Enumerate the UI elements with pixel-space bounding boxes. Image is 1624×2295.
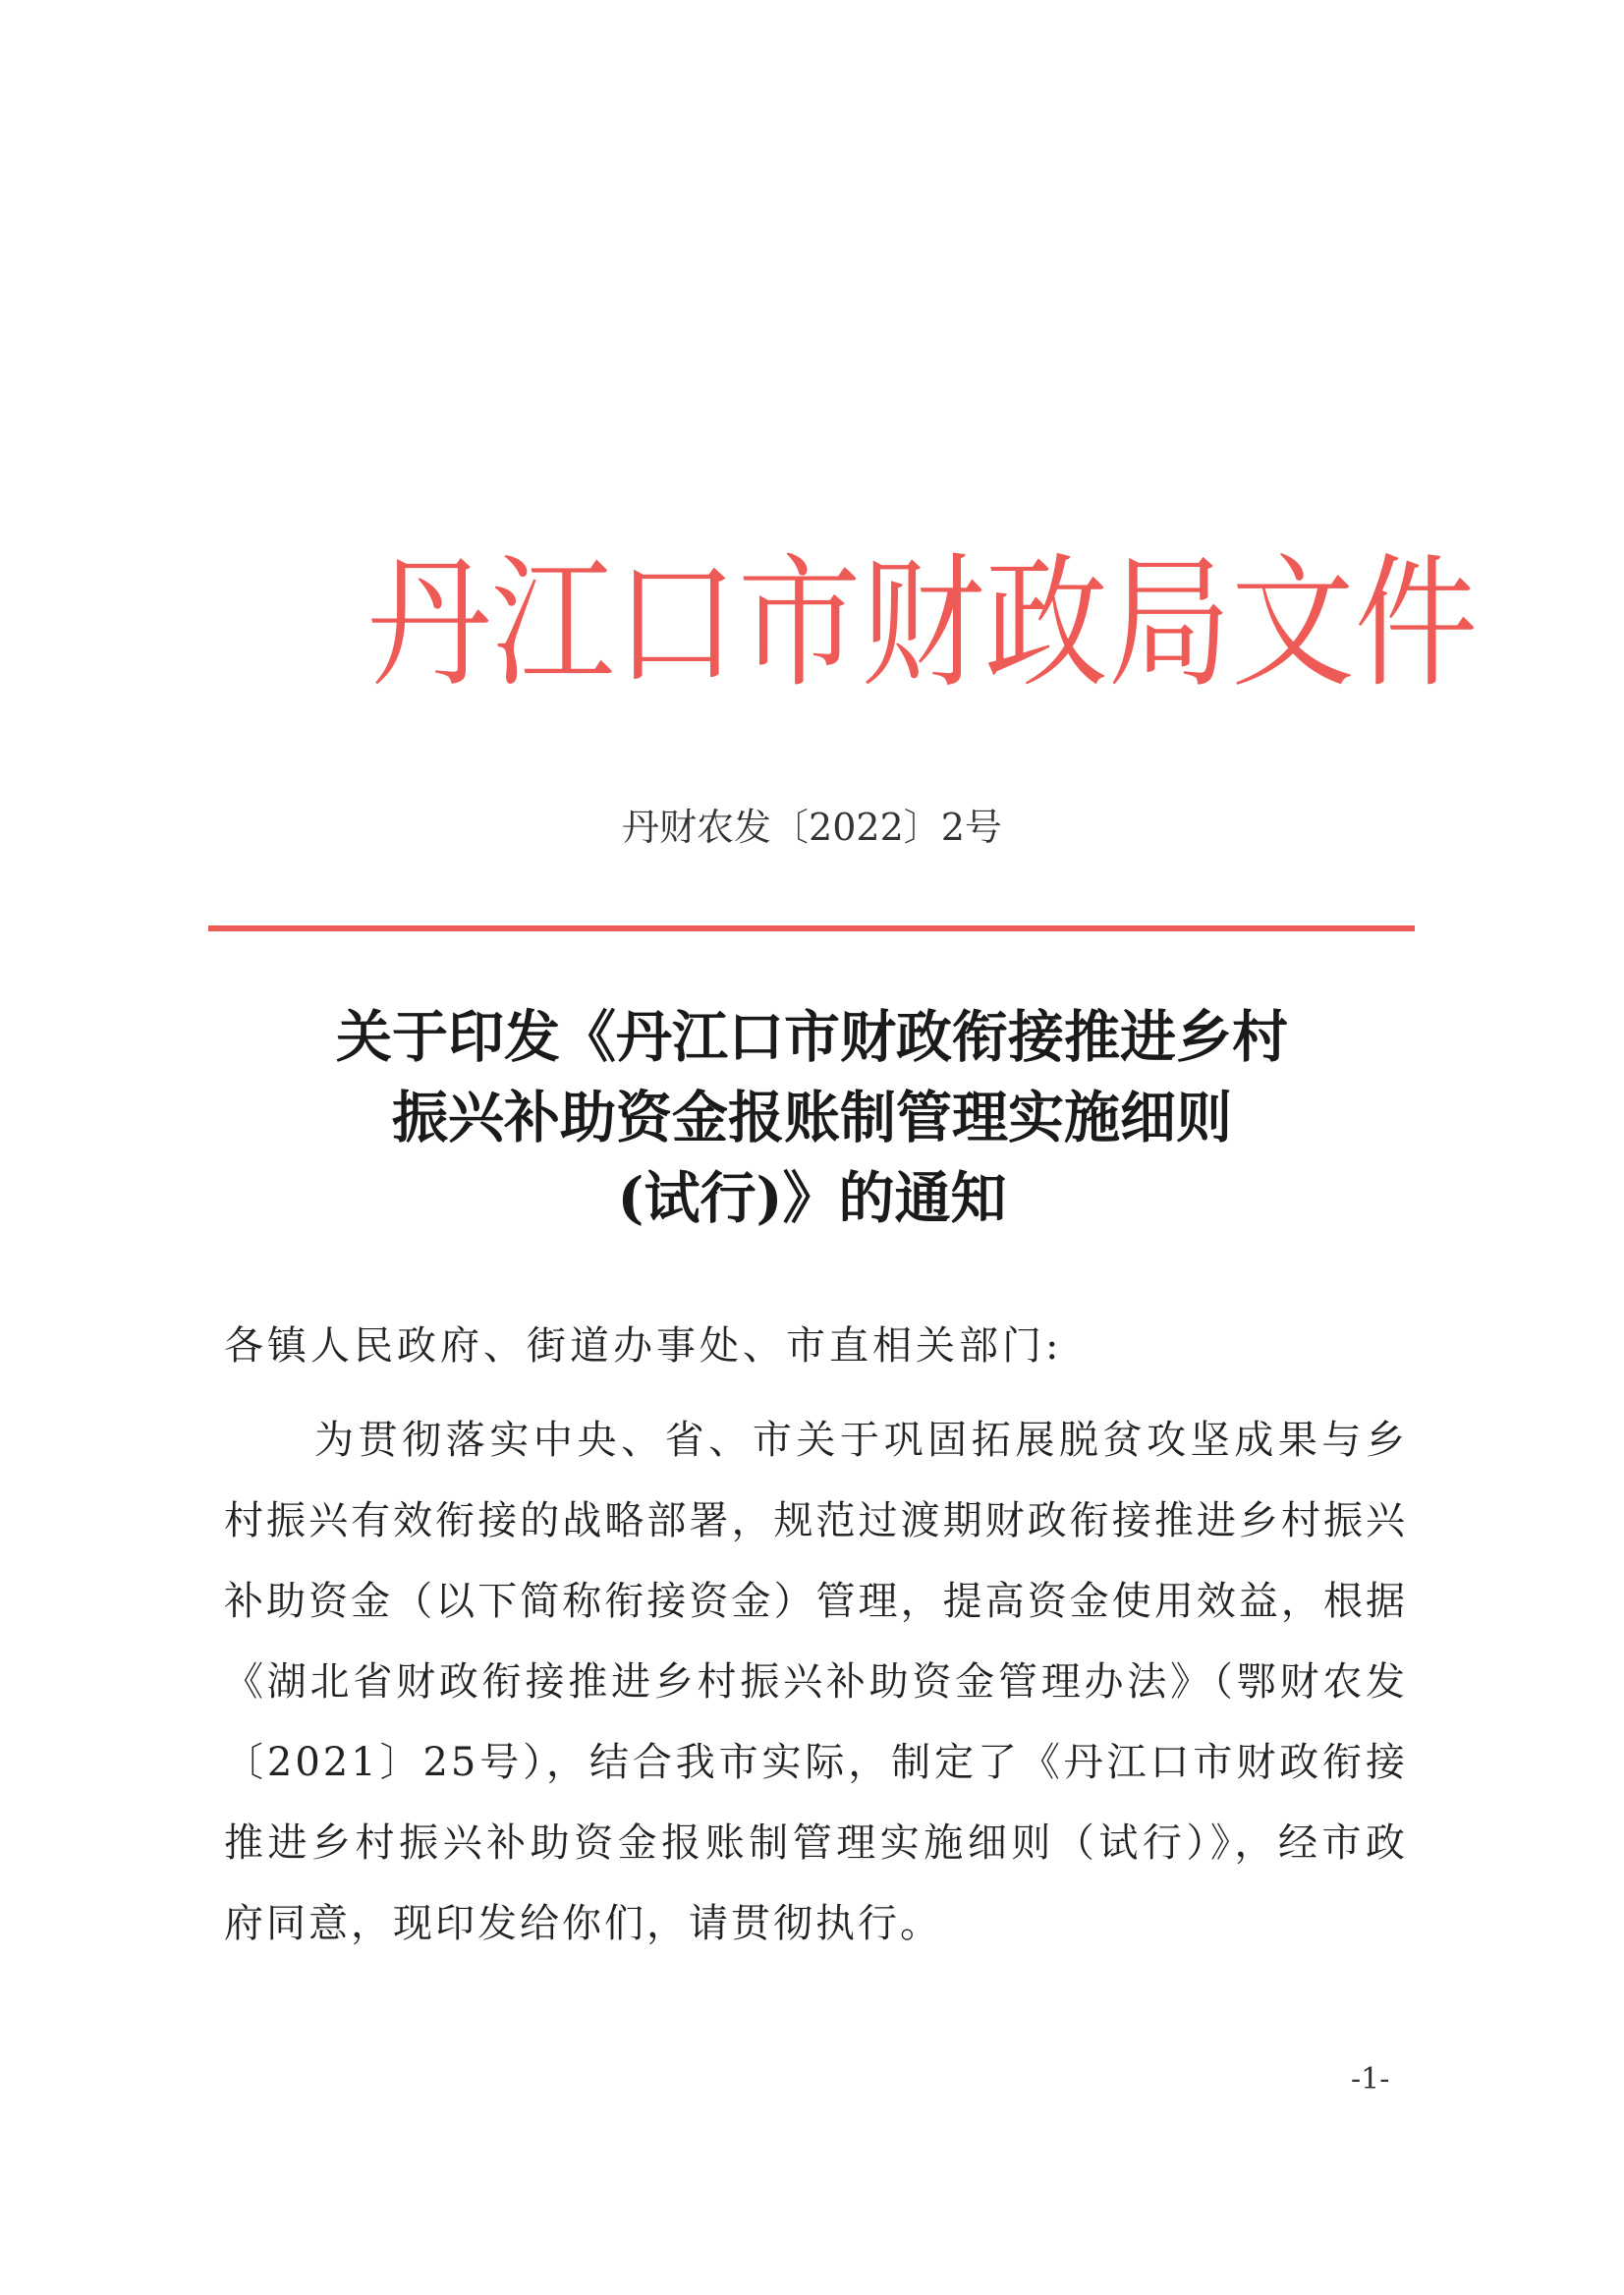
- subject-line-2: 振兴补助资金报账制管理实施细则: [392, 1085, 1232, 1150]
- body-paragraph: 为贯彻落实中央、省、市关于巩固拓展脱贫攻坚成果与乡村振兴有效衔接的战略部署，规范过渡期财政衔接推进乡村振兴补助资金（以下简称衔接资金）管理，提高资金使用效益，根据《湖北省财政衔接推进乡村振兴补助资金管理办法》（鄂财农发〔2021〕25号），结合我市实际，制定了《丹江口市财政衔接推进乡村振兴补助资金报账制管理实施细则（试行）》，经市政府同意，现印发给你们，请贯彻执行。: [224, 1418, 1408, 1946]
- addressee-line: 各镇人民政府、街道办事处、市直相关部门:: [224, 1323, 1063, 1369]
- red-divider-line: [208, 925, 1415, 931]
- subject-line-1: 关于印发《丹江口市财政衔接推进乡村: [336, 1004, 1288, 1070]
- document-number: 丹财农发〔2022〕2号: [622, 806, 1002, 849]
- subject-line-3: (试行)》的通知: [617, 1165, 1007, 1231]
- agency-header-title: 丹江口市财政局文件: [367, 540, 1479, 707]
- page-number: -1-: [1351, 2062, 1390, 2097]
- document-subject: [216, 997, 1408, 1239]
